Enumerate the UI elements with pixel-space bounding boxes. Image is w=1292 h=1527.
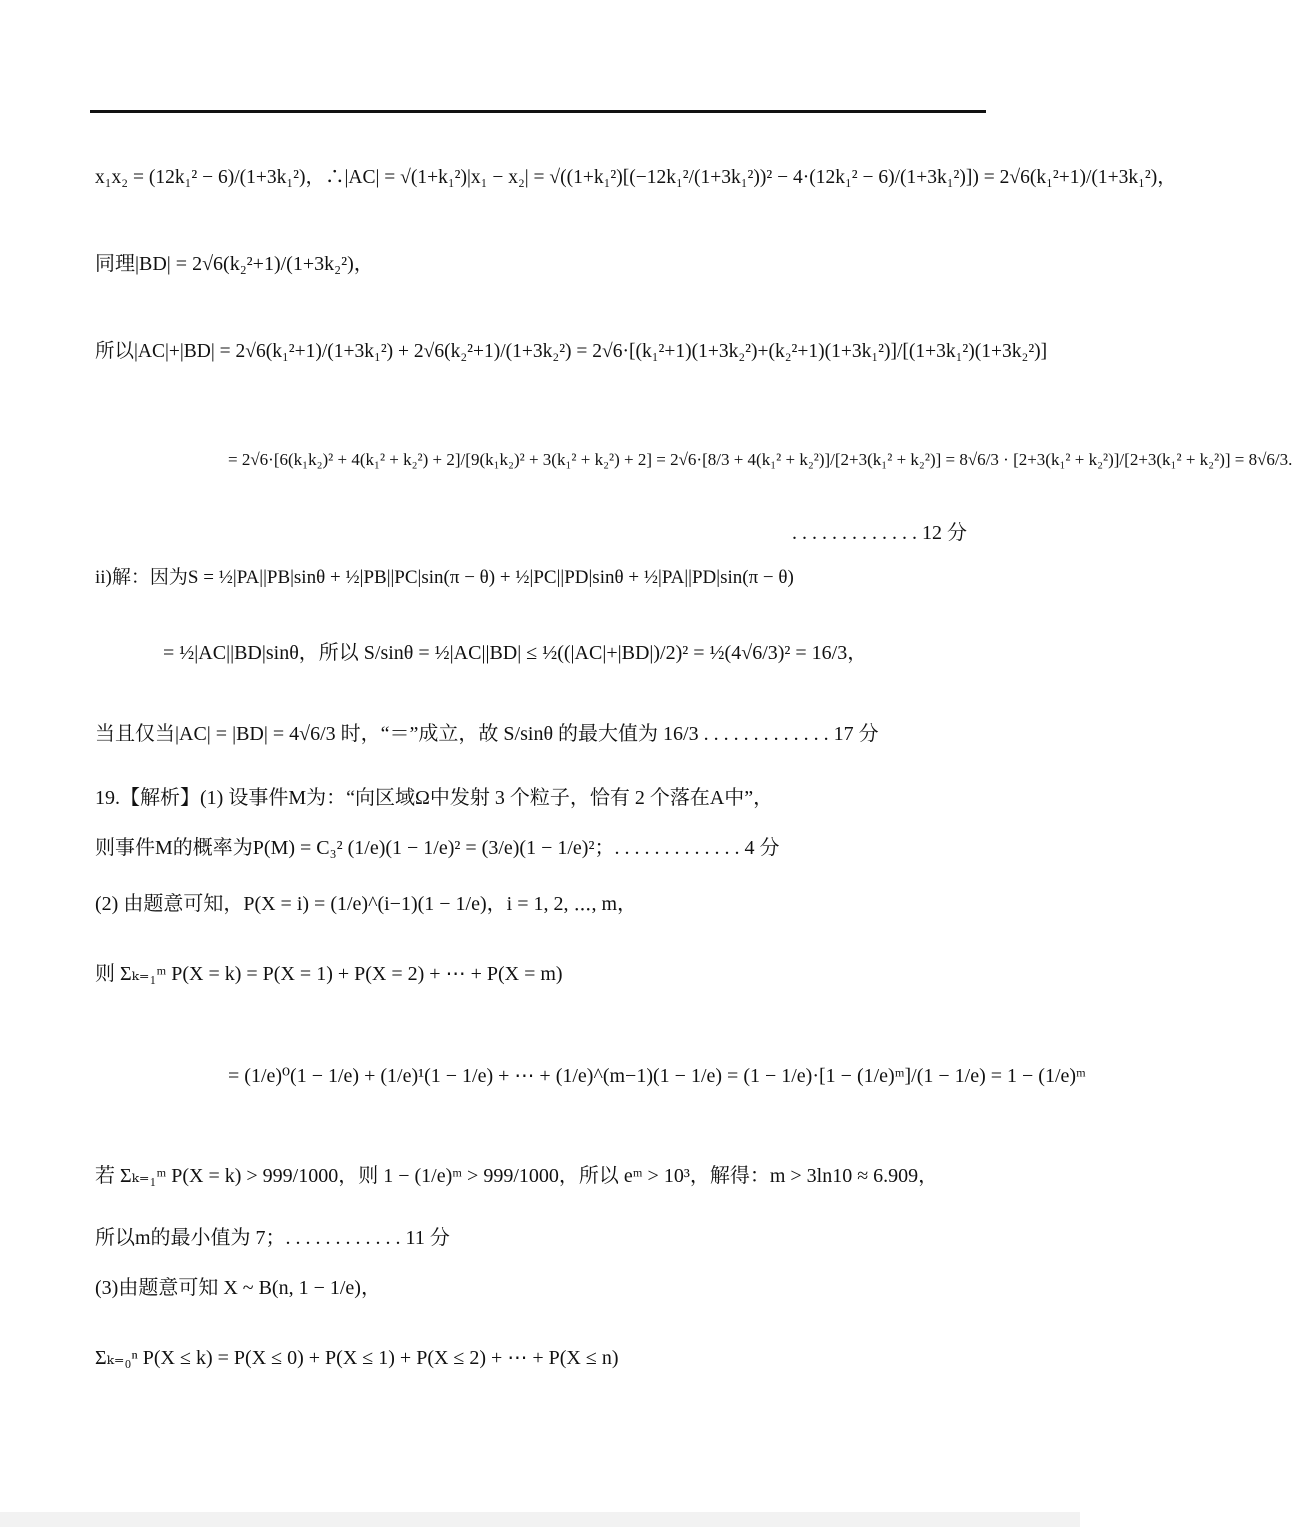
page-bottom-edge — [0, 1512, 1080, 1527]
formula-line-ac-plus-bd: 所以|AC|+|BD| = 2√6(k₁²+1)/(1+3k₁²) + 2√6(k₂²+1)/(1+3k₂²) = 2√6·[(k₁²+1)(1+3k₂²)+(k₂²+1)(1+3k₁²)]/[(1+3k₁²)(1+3k₂²)] — [95, 341, 1048, 362]
formula-line-cumulative-sum: Σₖ₌₀ⁿ P(X ≤ k) = P(X ≤ 0) + P(X ≤ 1) + P(X ≤ 2) + ⋯ + P(X ≤ n) — [95, 1347, 619, 1369]
header-rule — [90, 110, 986, 113]
formula-line-min-m: 所以m的最小值为 7；. . . . . . . . . . . . 11 分 — [95, 1227, 450, 1249]
formula-line-simplify: = 2√6·[6(k₁k₂)² + 4(k₁² + k₂²) + 2]/[9(k₁k₂)² + 3(k₁² + k₂²) + 2] = 2√6·[8/3 + 4(k₁² + k₂²)]/[2+3(k₁² + k₂²)] = 8√6/3 · [2+3(k₁² + k₂²)]/[2+3(k₁² + k₂²)] = 8√6/3. — [228, 450, 1292, 469]
score-12: . . . . . . . . . . . . . 12 分 — [792, 522, 967, 544]
problem-19-part-3: (3)由题意可知 X ~ B(n, 1 − 1/e)， — [95, 1277, 381, 1299]
problem-19-part-1: 19.【解析】(1) 设事件M为：“向区域Ω中发射 3 个粒子，恰有 2 个落在A中”， — [95, 787, 774, 809]
formula-line-area-s: ii)解：因为S = ½|PA||PB|sinθ + ½|PB||PC|sin(π − θ) + ½|PC||PD|sinθ + ½|PA||PD|sin(π − θ) — [95, 567, 794, 588]
problem-19-part-2: (2) 由题意可知，P(X = i) = (1/e)^(i−1)(1 − 1/e)，i = 1, 2, ⋯, m， — [95, 893, 638, 915]
formula-line-sum: 则 Σₖ₌₁ᵐ P(X = k) = P(X = 1) + P(X = 2) + ⋯ + P(X = m) — [95, 963, 563, 985]
formula-line-max-value: 当且仅当|AC| = |BD| = 4√6/3 时，“＝”成立，故 S/sinθ 的最大值为 16/3 . . . . . . . . . . . . . 17 分 — [95, 723, 879, 745]
formula-line-pm: 则事件M的概率为P(M) = C₃² (1/e)(1 − 1/e)² = (3/e)(1 − 1/e)²；. . . . . . . . . . . . . 4 分 — [95, 837, 780, 859]
formula-line-inequality: 若 Σₖ₌₁ᵐ P(X = k) > 999/1000，则 1 − (1/e)ᵐ > 999/1000，所以 eᵐ > 10³，解得：m > 3ln10 ≈ 6.909， — [95, 1165, 939, 1187]
formula-line-s-over-sin: = ½|AC||BD|sinθ，所以 S/sinθ = ½|AC||BD| ≤ ½((|AC|+|BD|)/2)² = ½(4√6/3)² = 16/3， — [163, 642, 868, 664]
formula-line-geometric: = (1/e)⁰(1 − 1/e) + (1/e)¹(1 − 1/e) + ⋯ + (1/e)^(m−1)(1 − 1/e) = (1 − 1/e)·[1 − (1/e)ᵐ]/(1 − 1/e) = 1 − (1/e)ᵐ — [228, 1065, 1086, 1087]
formula-line-x1x2-ac: x₁x₂ = (12k₁² − 6)/(1+3k₁²)，∴|AC| = √(1+k₁²)|x₁ − x₂| = √((1+k₁²)[(−12k₁²/(1+3k₁²))² − 4·(12k₁² − 6)/(1+3k₁²)]) = 2√6(k₁²+1)/(1+3k₁²)， — [95, 167, 1177, 188]
formula-line-bd: 同理|BD| = 2√6(k₂²+1)/(1+3k₂²)， — [95, 253, 374, 275]
